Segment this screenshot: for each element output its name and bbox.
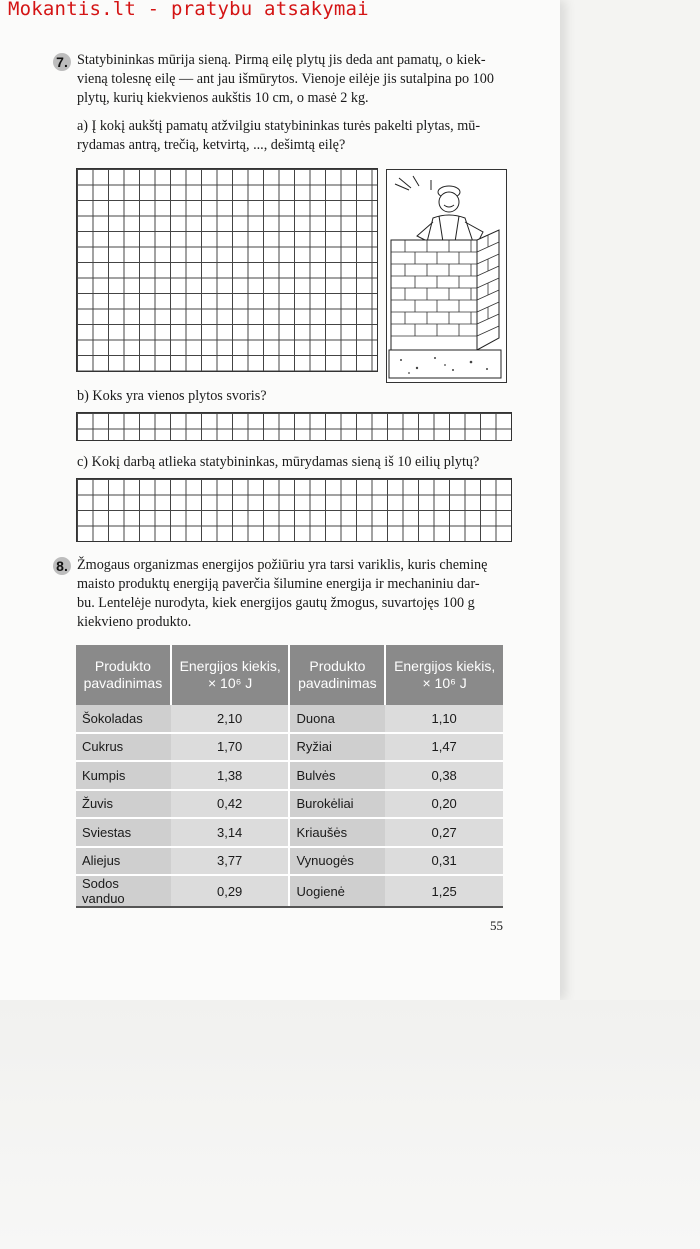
- product-name: Šokoladas: [76, 705, 171, 733]
- energy-value: 0,27: [385, 818, 503, 847]
- task-7-line-2: vieną tolesnę eilę — ant jau išmūrytos. Vienoje eilėje jis sutalpina po 100: [77, 71, 494, 87]
- product-name: Ryžiai: [289, 733, 385, 762]
- task-7a-line-1: a) Į kokį aukštį pamatų atžvilgiu statybininkas turės pakelti plytas, mū-: [77, 118, 481, 134]
- energy-value: 3,14: [171, 818, 290, 847]
- energy-value: 1,70: [171, 733, 290, 762]
- task-7-line-1: Statybininkas mūrija sieną. Pirmą eilę plytų jis deda ant pamatų, o kiek-: [77, 52, 486, 68]
- product-name: Duona: [289, 705, 385, 733]
- energy-table: [76, 645, 503, 908]
- table-row: [76, 847, 503, 876]
- task-7-line-3: plytų, kurių kiekvienos aukštis 10 cm, o masė 2 kg.: [77, 90, 369, 106]
- product-name: Sodos vanduo: [76, 875, 171, 907]
- energy-value: 1,10: [385, 705, 503, 733]
- task-7-number: 7.: [53, 53, 71, 71]
- answer-grid-b[interactable]: [76, 412, 512, 441]
- energy-value: 1,47: [385, 733, 503, 762]
- product-name: Žuvis: [76, 790, 171, 819]
- task-7c-text: c) Kokį darbą atlieka statybininkas, mūrydamas sieną iš 10 eilių plytų?: [77, 454, 480, 470]
- answer-grid-a[interactable]: [76, 168, 378, 372]
- task-8-line-4: kiekvieno produkto.: [77, 614, 192, 630]
- table-row: [76, 761, 503, 790]
- energy-value: 1,25: [385, 875, 503, 907]
- bricklayer-drawing: [387, 170, 506, 382]
- product-name: Burokėliai: [289, 790, 385, 819]
- table-row: [76, 818, 503, 847]
- task-8-line-3: bu. Lentelėje nurodyta, kiek energijos gautų žmogus, suvartojęs 100 g: [77, 595, 475, 611]
- header-energy-2: Energijos kiekis, × 10⁶ J: [385, 645, 503, 705]
- page-number: 55: [490, 918, 503, 933]
- header-product-1: Produkto pavadinimas: [76, 645, 171, 705]
- energy-value: 0,31: [385, 847, 503, 876]
- table-header-row: [76, 645, 503, 705]
- bricklayer-illustration: [386, 169, 507, 383]
- product-name: Aliejus: [76, 847, 171, 876]
- task-7a-line-2: rydamas antrą, trečią, ketvirtą, ..., dešimtą eilę?: [77, 137, 346, 153]
- product-name: Kumpis: [76, 761, 171, 790]
- energy-value: 0,42: [171, 790, 290, 819]
- product-name: Vynuogės: [289, 847, 385, 876]
- product-name: Cukrus: [76, 733, 171, 762]
- header-energy-1: Energijos kiekis, × 10⁶ J: [171, 645, 290, 705]
- task-8-number: 8.: [53, 557, 71, 575]
- product-name: Kriaušės: [289, 818, 385, 847]
- energy-value: 2,10: [171, 705, 290, 733]
- product-name: Sviestas: [76, 818, 171, 847]
- task-7b-text: b) Koks yra vienos plytos svoris?: [77, 388, 267, 404]
- product-name: Uogienė: [289, 875, 385, 907]
- table-row: [76, 790, 503, 819]
- product-name: Bulvės: [289, 761, 385, 790]
- energy-value: 0,38: [385, 761, 503, 790]
- scan-background: [0, 1000, 700, 1249]
- table-row: [76, 875, 503, 907]
- watermark: Mokantis.lt - pratybu atsakymai: [8, 0, 369, 20]
- table-row: [76, 705, 503, 733]
- energy-value: 3,77: [171, 847, 290, 876]
- energy-value: 0,20: [385, 790, 503, 819]
- task-8-line-1: Žmogaus organizmas energijos požiūriu yra tarsi variklis, kuris cheminę: [77, 557, 488, 573]
- task-8-line-2: maisto produktų energiją paverčia šilumine energija ir mechaniniu dar-: [77, 576, 480, 592]
- answer-grid-c[interactable]: [76, 478, 512, 542]
- energy-value: 1,38: [171, 761, 290, 790]
- header-product-2: Produkto pavadinimas: [289, 645, 385, 705]
- energy-value: 0,29: [171, 875, 290, 907]
- table-row: [76, 733, 503, 762]
